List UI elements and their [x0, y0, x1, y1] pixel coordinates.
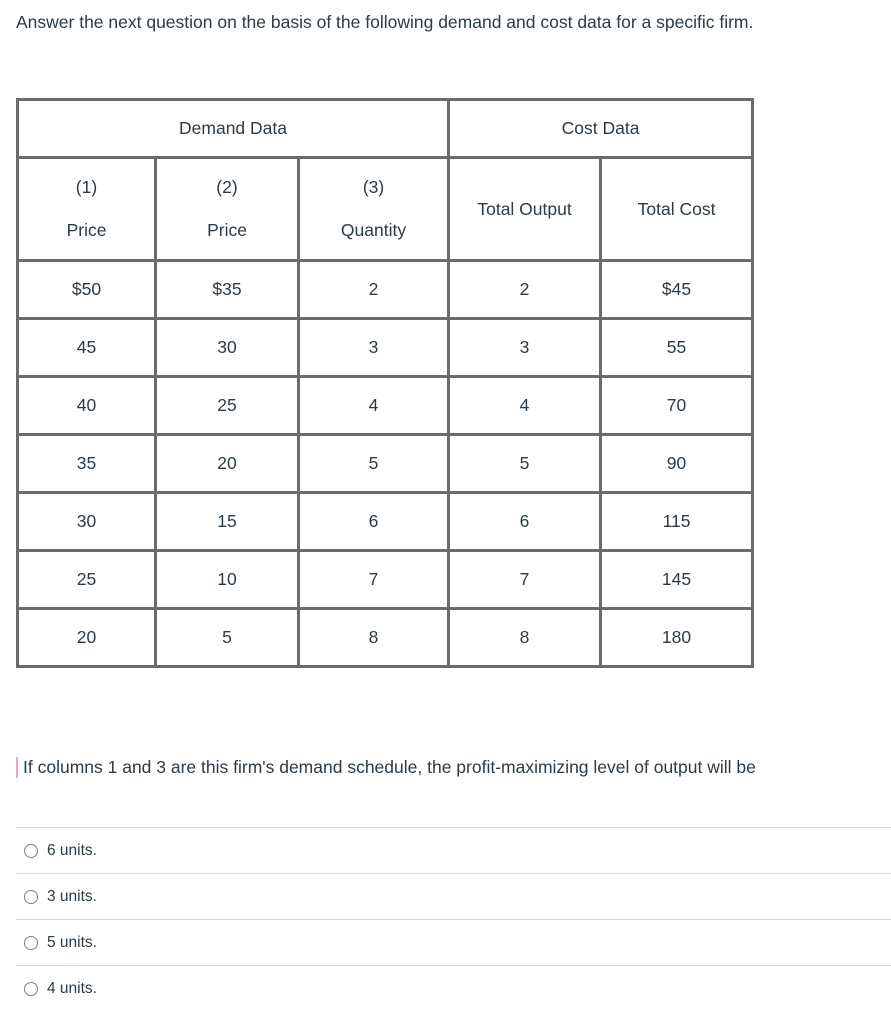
col-label: Price — [207, 220, 247, 240]
table-cell: 90 — [601, 435, 753, 493]
table-cell: 25 — [18, 551, 156, 609]
table-cell: 180 — [601, 609, 753, 667]
table-cell: 5 — [449, 435, 601, 493]
answer-list — [16, 827, 891, 1011]
table-cell: 8 — [299, 609, 449, 667]
table-cell: 20 — [156, 435, 299, 493]
table-row — [18, 319, 753, 377]
table-cell: 15 — [156, 493, 299, 551]
radio-button[interactable] — [24, 982, 38, 996]
answer-option[interactable] — [16, 919, 891, 965]
table-row — [18, 551, 753, 609]
radio-button[interactable] — [24, 936, 38, 950]
table-cell: 10 — [156, 551, 299, 609]
table-cell: 20 — [18, 609, 156, 667]
answer-option[interactable] — [16, 827, 891, 873]
table-cell: 7 — [449, 551, 601, 609]
table-cell: 5 — [156, 609, 299, 667]
table-row — [18, 493, 753, 551]
table-cell: 45 — [18, 319, 156, 377]
table-cell: 3 — [299, 319, 449, 377]
answer-label: 3 units. — [47, 887, 97, 905]
col-number: (3) — [362, 177, 385, 197]
question-intro: Answer the next question on the basis of the following demand and cost data for a specific firm. — [16, 12, 754, 32]
table-header-row — [18, 100, 753, 158]
table-cell: 3 — [449, 319, 601, 377]
col-number: (1) — [75, 177, 98, 197]
table-cell: 115 — [601, 493, 753, 551]
table-cell: 30 — [18, 493, 156, 551]
demand-cost-table — [16, 98, 754, 668]
demand-data-header: Demand Data — [18, 100, 449, 158]
cost-data-header: Cost Data — [449, 100, 753, 158]
table-cell: 30 — [156, 319, 299, 377]
table-cell: 4 — [449, 377, 601, 435]
table-row — [18, 377, 753, 435]
table-cell: 35 — [18, 435, 156, 493]
table-cell: 6 — [449, 493, 601, 551]
answer-label: 4 units. — [47, 979, 97, 997]
table-cell: $45 — [601, 261, 753, 319]
col-label: Price — [66, 220, 107, 240]
table-body — [18, 261, 753, 667]
table-cell: 2 — [299, 261, 449, 319]
table-cell: 70 — [601, 377, 753, 435]
table-cell: 4 — [299, 377, 449, 435]
column-label-row — [18, 158, 753, 261]
table-row — [18, 435, 753, 493]
col-2-header — [156, 158, 299, 261]
table-cell: 5 — [299, 435, 449, 493]
table-cell: 55 — [601, 319, 753, 377]
table-cell: 7 — [299, 551, 449, 609]
col-4-header: Total Output — [449, 158, 601, 261]
radio-button[interactable] — [24, 890, 38, 904]
col-label: Quantity — [340, 220, 407, 240]
answer-label: 5 units. — [47, 933, 97, 951]
table-cell: 2 — [449, 261, 601, 319]
question-text: If columns 1 and 3 are this firm's demand schedule, the profit-maximizing level of output will be — [16, 757, 756, 778]
table-cell: 145 — [601, 551, 753, 609]
col-1-header — [18, 158, 156, 261]
table-cell: $50 — [18, 261, 156, 319]
table-cell: $35 — [156, 261, 299, 319]
col-3-header — [299, 158, 449, 261]
table-cell: 8 — [449, 609, 601, 667]
answer-option[interactable] — [16, 873, 891, 919]
table-cell: 25 — [156, 377, 299, 435]
table-row — [18, 261, 753, 319]
col-5-header: Total Cost — [601, 158, 753, 261]
col-number: (2) — [216, 177, 238, 197]
table-cell: 40 — [18, 377, 156, 435]
answer-option[interactable] — [16, 965, 891, 1011]
table-cell: 6 — [299, 493, 449, 551]
radio-button[interactable] — [24, 844, 38, 858]
table-row — [18, 609, 753, 667]
answer-label: 6 units. — [47, 841, 97, 859]
